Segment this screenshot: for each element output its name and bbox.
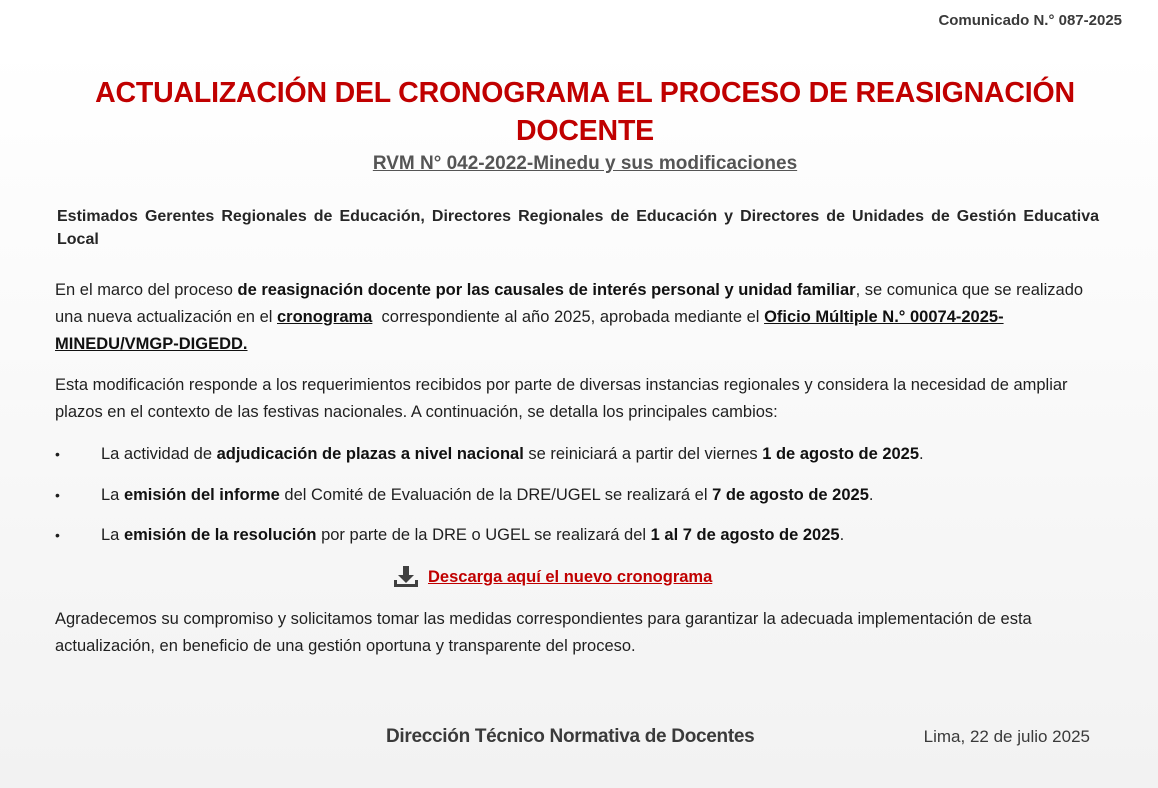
- changes-list: [55, 441, 1105, 563]
- paragraph-2: Esta modificación responde a los requerimientos recibidos por parte de diversas instancias regionales y considera la necesidad de ampliar plazos en el contexto de las festivas nacionales. A continuación, se detalla los principales cambios:: [55, 376, 1068, 421]
- document-subtitle: RVM N° 042-2022-Minedu y sus modificaciones: [372, 153, 798, 174]
- download-icon[interactable]: [392, 565, 420, 589]
- paragraph-1-text-3: correspondiente al año 2025, aprobada mediante el: [372, 308, 765, 326]
- bullet-2-text-1: La: [101, 485, 124, 504]
- paragraph-1-bold-1: de reasignación docente por las causales de interés personal y unidad familiar: [237, 281, 856, 299]
- bullet-2-bold-2: 7 de agosto de 2025: [712, 485, 869, 504]
- bullet-2-bold-1: emisión del informe: [123, 485, 280, 504]
- bullet-1-text-1: La actividad de: [101, 445, 217, 463]
- bullet-icon: •: [55, 446, 60, 462]
- bullet-icon: •: [55, 486, 60, 503]
- list-item: [55, 441, 1105, 482]
- bullet-3-text-1: La: [101, 526, 124, 544]
- paragraph-1-oficio: Oficio Múltiple N.° 00074-2025-MINEDU/VMGP-DIGEDD.: [55, 308, 1004, 353]
- bullet-3-bold-2: 1 al 7 de agosto de 2025: [650, 526, 840, 544]
- paragraph-1-text-1: En el marco del proceso: [55, 281, 238, 299]
- title-line-1: ACTUALIZACIÓN DEL CRONOGRAMA EL PROCESO DE REASIGNACIÓN: [95, 77, 1075, 109]
- paragraph-1-text-2: , se comunica que se realizado una nueva actualización en el: [55, 281, 1084, 326]
- bullet-3-text-3: .: [839, 526, 845, 544]
- bullet-1-bold-1: adjudicación de plazas a nivel nacional: [216, 445, 524, 463]
- bullet-2-text-3: .: [868, 485, 874, 504]
- paragraph-1: [55, 277, 1105, 358]
- paragraph-3: Agradecemos su compromiso y solicitamos tomar las medidas correspondientes para garantizar la adecuada implementación de esta actualización, en beneficio de una gestión oportuna y transparente del proceso.: [55, 610, 1032, 655]
- document-date: Lima, 22 de julio 2025: [923, 727, 1090, 746]
- signature: Dirección Técnico Normativa de Docentes: [386, 726, 755, 747]
- download-cronograma[interactable]: [392, 565, 712, 589]
- bullet-icon: •: [55, 527, 60, 543]
- list-item: [55, 482, 1105, 523]
- bullet-1-text-2: se reiniciará a partir del viernes: [523, 445, 763, 463]
- bullet-1-bold-2: 1 de agosto de 2025: [762, 445, 920, 463]
- list-item: [55, 522, 1105, 563]
- document-title: [60, 74, 1110, 150]
- greeting: Estimados Gerentes Regionales de Educación, Directores Regionales de Educación y Directores de Unidades de Gestión Educativa Local: [57, 208, 1099, 248]
- bullet-1-text-3: .: [919, 445, 924, 463]
- bullet-3-text-2: por parte de la DRE o UGEL se realizará del: [316, 526, 651, 544]
- bullet-2-text-2: del Comité de Evaluación de la DRE/UGEL se realizará el: [279, 485, 713, 504]
- download-cronograma-link[interactable]: Descarga aquí el nuevo cronograma: [428, 568, 713, 586]
- title-line-2: DOCENTE: [516, 115, 654, 147]
- comunicado-number: Comunicado N.° 087-2025: [938, 12, 1122, 29]
- paragraph-1-cronograma: cronograma: [277, 308, 373, 326]
- bullet-3-bold-1: emisión de la resolución: [123, 526, 317, 544]
